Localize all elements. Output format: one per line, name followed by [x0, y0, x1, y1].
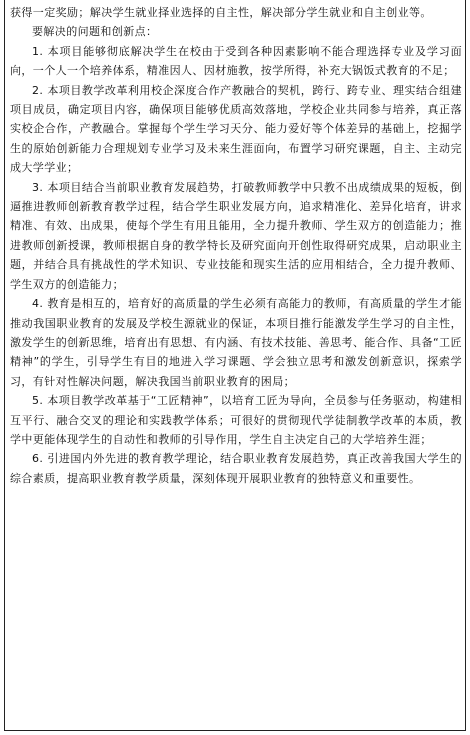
document-body: [10, 3, 462, 488]
section-heading: 要解决的问题和创新点：: [32, 25, 158, 39]
intro-paragraph: 获得一定奖励；解决学生就业择业选择的自主性，解决部分学生就业和自主创业等。: [10, 6, 432, 19]
point-4: 4. 教育是相互的，培育好的高质量的学生必须有高能力的教师，有高质量的学生才能推动我国职业教育的发展及学校生源就业的保证，本项目推行能激发学生学习的自主性，激发学生的创新思维，培育出有思想、有内涵、有技术技能、善思考、能合作、具备“工匠精神”的学生，引导学生有目的地进入学习课题、学会独立思考和激发创新意识，探索学习，有针对性解决问题，解决我国当前职业教育的困局；: [10, 297, 462, 388]
point-5: 5. 本项目教学改革基于“工匠精神”，以培育工匠为导向，全员参与任务驱动，构建相互平行、融合交叉的理论和实践教学体系；可很好的贯彻现代学徒制教学改革的本质，教学中更能体现学生的自动性和教师的引导作用，学生自主决定自己的大学培养生涯；: [10, 394, 462, 446]
point-6: 6. 引进国内外先进的教育教学理论，结合职业教育发展趋势，真正改善我国大学生的综合素质，提高职业教育教学质量，深刻体现开展职业教育的独特意义和重要性。: [10, 452, 462, 485]
point-3: 3. 本项目结合当前职业教育发展趋势，打破教师教学中只教不出成绩成果的短板，倒逼推进教师创新教育教学过程，结合学生职业发展方向，追求精准化、差异化培育，讲求精准、有效、出成果，使每个学生有用且能用，全力提升教师、学生双方的创造能力；推进教师创新授课，教师根据自身的教学特长及研究面向开创性取得研究成果，启动职业主题，并结合具有挑战性的学术知识、专业技能和现实生活的应用相结合，全力提升教师、学生双方的创造能力；: [10, 180, 462, 291]
point-2: 2. 本项目教学改革利用校企深度合作产教融合的契机，跨行、跨专业、理实结合组建项目成员，确定项目内容，确保项目能够优质高效落地，学校企业共同参与培养，真正落实校企合作，产教融合。掌握每个学生学习天分、能力爱好等个体差异的基础上，挖掘学生的原始创新能力合理规划专业学习及未来生涯面向，布置学习研究课题，自主、主动完成大学学业；: [10, 83, 462, 175]
point-1: 1. 本项目能够彻底解决学生在校由于受到各种因素影响不能合理选择专业及学习面向，一个人一个培养体系，精准因人、因材施教，按学所得，补充大锅饭式教育的不足；: [10, 44, 462, 78]
